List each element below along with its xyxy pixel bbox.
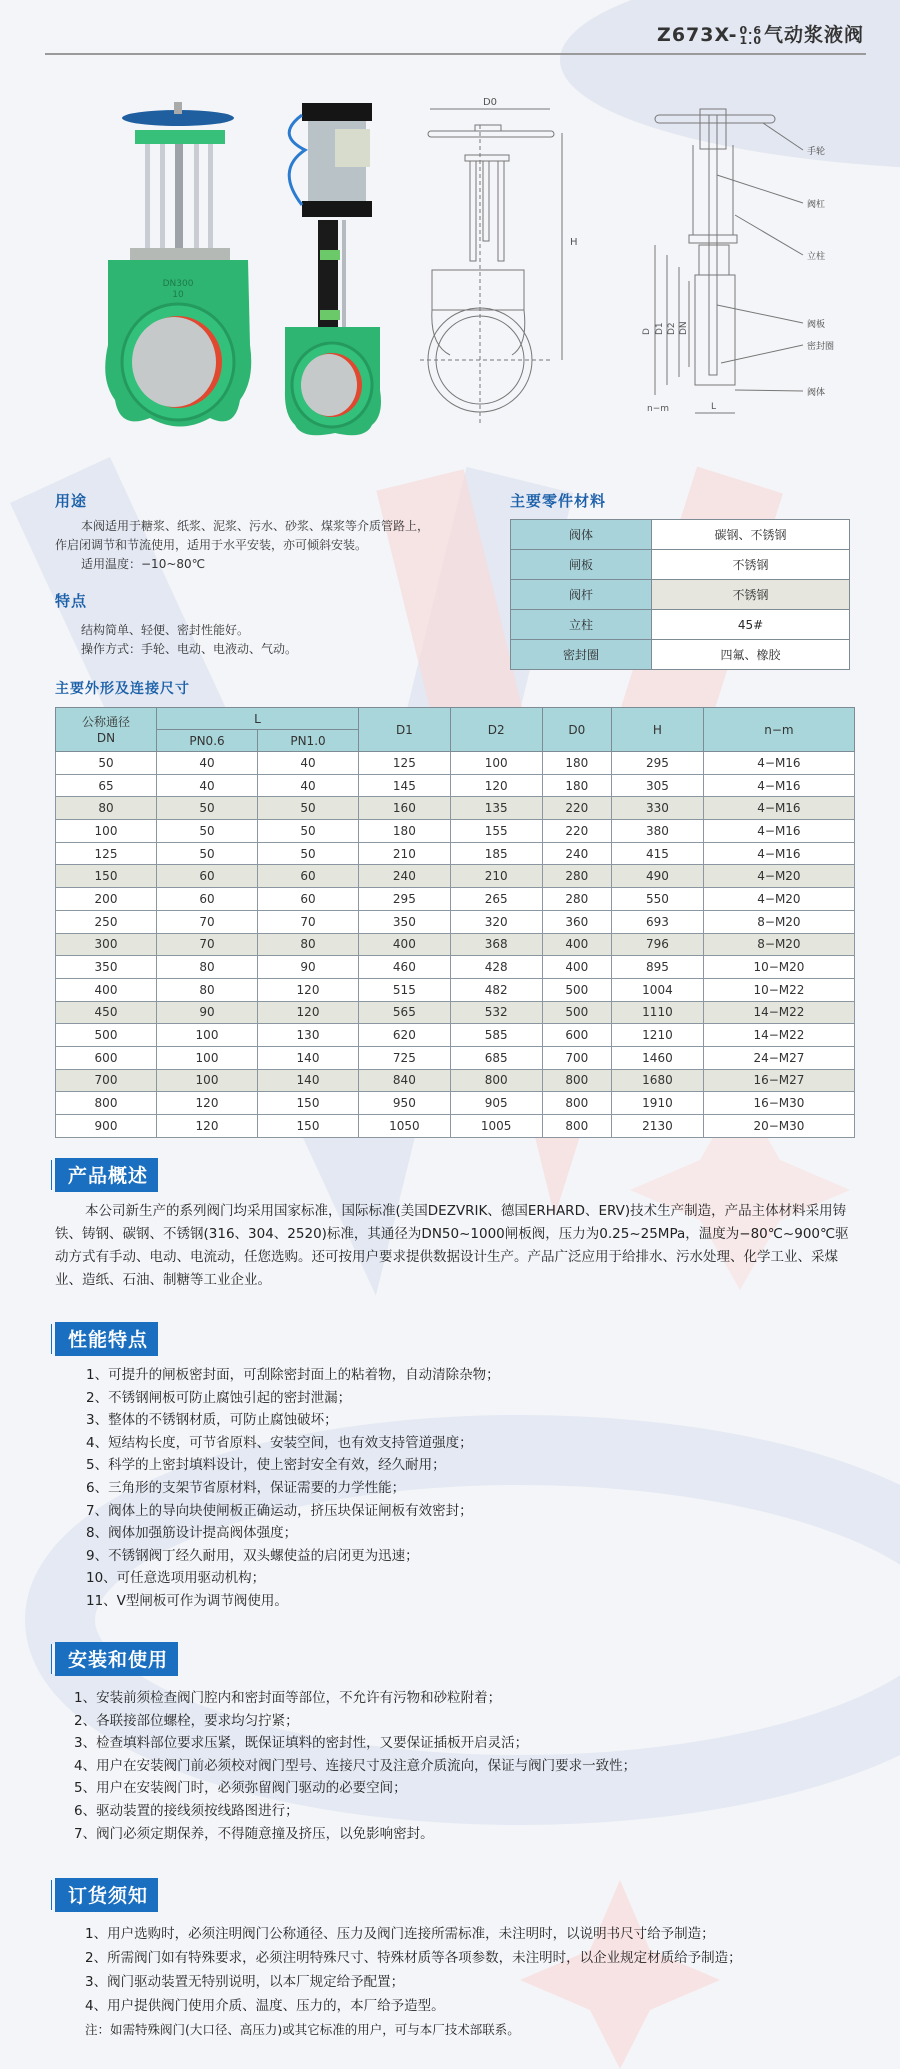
cell-d2: 320 [450,910,542,933]
part-label-stem: 阀杠 [807,200,826,210]
table-row [56,1024,855,1047]
cell-dn: 80 [56,797,157,820]
list-item: 3、整体的不锈钢材质，可防止腐蚀破坏； [86,1412,338,1429]
cell-l-pn06: 40 [157,752,258,775]
label-l: L [711,402,717,412]
cell-d0: 180 [542,752,612,775]
col-header-l: L [157,708,359,730]
cell-d0: 360 [542,910,612,933]
cell-d0: 220 [542,797,612,820]
cell-d1: 240 [359,865,451,888]
cell-d1: 350 [359,910,451,933]
cell-n-m: 4−M16 [703,752,854,775]
cell-d1: 515 [359,978,451,1001]
cell-d2: 155 [450,820,542,843]
cell-d2: 120 [450,774,542,797]
cell-n-m: 4−M16 [703,774,854,797]
cell-d0: 240 [542,842,612,865]
page-title [657,20,864,47]
cell-dn: 300 [56,933,157,956]
features-short-text-2: 操作方式：手轮、电动、电液动、气动。 [81,642,298,656]
list-item: 6、驱动装置的接线须按线路图进行； [74,1802,299,1819]
cell-d0: 280 [542,888,612,911]
cell-d2: 100 [450,752,542,775]
cell-dn: 100 [56,820,157,843]
cell-d0: 180 [542,774,612,797]
cell-d2: 185 [450,842,542,865]
overview-section [55,1200,855,1292]
list-item: 2、各联接部位螺栓，要求均匀拧紧； [74,1712,299,1729]
cell-l-pn06: 120 [157,1115,258,1138]
usage-text-1: 本阀适用于糖浆、纸浆、泥浆、污水、砂浆、煤浆等介质管路上， [81,519,430,533]
cell-d1: 725 [359,1046,451,1069]
cell-l-pn10: 40 [258,752,359,775]
col-header-h: H [612,708,704,752]
photo-marking-dn: DN300 [162,279,194,289]
features-short-title: 特点 [55,592,88,610]
usage-title: 用途 [55,492,88,510]
cell-h: 1460 [612,1046,704,1069]
cell-d2: 482 [450,978,542,1001]
cell-l-pn06: 60 [157,865,258,888]
cell-h: 1110 [612,1001,704,1024]
cell-d0: 800 [542,1069,612,1092]
cell-l-pn10: 60 [258,888,359,911]
list-item: 5、科学的上密封填料设计，使上密封安全有效，经久耐用； [86,1457,446,1474]
cell-l-pn06: 100 [157,1024,258,1047]
cell-dn: 600 [56,1046,157,1069]
cell-d2: 428 [450,956,542,979]
dimensions-section [55,678,855,1138]
cell-h: 305 [612,774,704,797]
cell-l-pn06: 70 [157,910,258,933]
cell-l-pn06: 50 [157,820,258,843]
table-row [56,1092,855,1115]
title-name: 气动浆液阀 [763,24,864,46]
cell-dn: 700 [56,1069,157,1092]
cell-d2: 265 [450,888,542,911]
title-pressure-fraction [739,23,762,47]
overview-heading: 产品概述 [55,1158,158,1192]
cell-dn: 200 [56,888,157,911]
cell-h: 2130 [612,1115,704,1138]
table-row [56,865,855,888]
cell-l-pn10: 50 [258,842,359,865]
list-item: 11、V型闸板可作为调节阀使用。 [86,1592,288,1609]
table-row [56,820,855,843]
cell-dn: 350 [56,956,157,979]
list-item: 5、用户在安装阀门时，必须弥留阀门驱动的必要空间； [74,1780,407,1797]
cell-l-pn06: 60 [157,888,258,911]
cell-d0: 280 [542,865,612,888]
cell-n-m: 14−M22 [703,1001,854,1024]
cell-d2: 135 [450,797,542,820]
part-label-handwheel: 手轮 [807,147,826,157]
installation-list [74,1687,854,1845]
label-d2: D2 [667,322,677,335]
cell-n-m: 24−M27 [703,1046,854,1069]
cell-h: 415 [612,842,704,865]
cell-h: 693 [612,910,704,933]
materials-row [511,610,850,640]
table-row [56,1046,855,1069]
cell-n-m: 10−M20 [703,956,854,979]
cell-h: 295 [612,752,704,775]
usage-text-2: 作启闭调节和节流使用，适用于水平安装，亦可倾斜安装。 [55,538,368,552]
col-header-n-m: n−m [703,708,854,752]
materials-table [510,519,850,670]
cell-n-m: 16−M30 [703,1092,854,1115]
material-value: 不锈钢 [652,550,850,580]
cell-d1: 620 [359,1024,451,1047]
label-d: D [642,328,652,335]
cell-h: 1004 [612,978,704,1001]
cell-d0: 700 [542,1046,612,1069]
list-item: 7、阀门必须定期保养，不得随意撞及挤压，以免影响密封。 [74,1825,434,1842]
cell-d2: 210 [450,865,542,888]
cell-d1: 145 [359,774,451,797]
material-part: 密封圈 [511,640,652,670]
cell-dn: 450 [56,1001,157,1024]
table-row [56,1115,855,1138]
cell-l-pn06: 100 [157,1046,258,1069]
list-item: 4、短结构长度，可节省原料、安装空间，也有效支持管道强度； [86,1434,473,1451]
label-d0: D0 [482,97,498,108]
title-model: Z673X- [657,24,738,46]
cell-h: 550 [612,888,704,911]
table-row [56,1069,855,1092]
cell-l-pn10: 150 [258,1115,359,1138]
material-value: 不锈钢 [652,580,850,610]
ordering-heading: 订货须知 [55,1878,158,1912]
cell-l-pn06: 80 [157,956,258,979]
material-part: 立柱 [511,610,652,640]
dimensions-title: 主要外形及连接尺寸 [55,681,190,697]
cell-dn: 400 [56,978,157,1001]
cell-l-pn10: 120 [258,978,359,1001]
cell-l-pn10: 40 [258,774,359,797]
cell-d1: 180 [359,820,451,843]
cell-dn: 150 [56,865,157,888]
cell-n-m: 8−M20 [703,910,854,933]
material-value: 碳钢、不锈钢 [652,520,850,550]
cell-d1: 160 [359,797,451,820]
table-row [56,842,855,865]
usage-temperature: 适用温度：−10~80℃ [81,557,206,571]
table-row [56,933,855,956]
cell-d2: 1005 [450,1115,542,1138]
list-item: 1、安装前须检查阀门腔内和密封面等部位，不允许有污物和砂粒附着； [74,1690,502,1706]
pneumatic-valve-photo [280,95,390,440]
cell-d1: 950 [359,1092,451,1115]
cell-l-pn10: 140 [258,1046,359,1069]
cell-l-pn06: 90 [157,1001,258,1024]
material-value: 四氟、橡胶 [652,640,850,670]
ordering-item-3: 3、阀门驱动装置无特别说明，以本厂规定给予配置； [85,1974,405,1990]
cell-d2: 685 [450,1046,542,1069]
cell-h: 1680 [612,1069,704,1092]
col-header-d2: D2 [450,708,542,752]
cell-d2: 532 [450,1001,542,1024]
cell-d0: 400 [542,933,612,956]
cell-l-pn06: 50 [157,842,258,865]
cell-dn: 50 [56,752,157,775]
cell-d1: 125 [359,752,451,775]
part-label-gate: 阀板 [807,320,826,330]
photo-marking-pn: 10 [172,290,184,300]
cell-n-m: 16−M27 [703,1069,854,1092]
materials-row [511,550,850,580]
cell-n-m: 8−M20 [703,933,854,956]
cell-l-pn10: 60 [258,865,359,888]
cell-d0: 400 [542,956,612,979]
cell-l-pn10: 50 [258,797,359,820]
cell-dn: 65 [56,774,157,797]
ordering-item-1: 1、用户选购时，必须注明阀门公称通径、压力及阀门连接所需标准，未注明时，以说明书尺寸给予制造； [85,1926,715,1942]
cell-d0: 500 [542,978,612,1001]
cell-l-pn10: 150 [258,1092,359,1115]
cell-n-m: 4−M16 [703,842,854,865]
overview-text: 本公司新生产的系列阀门均采用国家标准，国际标准(美国DEZVRIK、德国ERHARD、ERV)技术生产制造，产品主体材料采用铸铁、铸钢、碳钢、不锈钢(316、304、2520)标准，其通径为DN50~1000闸板阀，压力为0.25~25MPa，温度为−80℃~900℃驱动方式有手动、电动、电流动，任您选购。还可按用户要求提供数据设计生产。产品广泛应用于给排水、污水处理、化学工业、采煤业、造纸、石油、制糖等工业企业。 [55,1203,849,1288]
dimensions-table [55,707,855,1138]
cell-d1: 1050 [359,1115,451,1138]
cell-n-m: 4−M20 [703,888,854,911]
cell-h: 796 [612,933,704,956]
cell-dn: 800 [56,1092,157,1115]
table-row [56,797,855,820]
cell-l-pn06: 40 [157,774,258,797]
cell-d0: 500 [542,1001,612,1024]
cell-d1: 460 [359,956,451,979]
label-h: H [570,237,578,248]
ordering-item-4: 4、用户提供阀门使用介质、温度、压力的，本厂给予造型。 [85,1998,445,2014]
cell-l-pn06: 70 [157,933,258,956]
ordering-item-2: 2、所需阀门如有特殊要求，必须注明特殊尺寸、特殊材质等各项参数，未注明时，以企业规定材质给予制造； [85,1950,742,1966]
cell-d1: 210 [359,842,451,865]
cell-dn: 125 [56,842,157,865]
materials-title: 主要零件材料 [510,492,607,510]
front-view-drawing [420,95,590,440]
cell-d2: 585 [450,1024,542,1047]
cell-h: 1910 [612,1092,704,1115]
cell-h: 380 [612,820,704,843]
cell-d1: 840 [359,1069,451,1092]
list-item: 3、检查填料部位要求压紧，既保证填料的密封性，又要保证插板开启灵活； [74,1735,529,1752]
cell-d2: 800 [450,1069,542,1092]
cell-l-pn10: 80 [258,933,359,956]
side-section-drawing [642,95,875,440]
cell-d0: 600 [542,1024,612,1047]
cell-d2: 905 [450,1092,542,1115]
cell-l-pn06: 120 [157,1092,258,1115]
cell-d0: 800 [542,1092,612,1115]
materials-row [511,640,850,670]
cell-n-m: 20−M30 [703,1115,854,1138]
cell-l-pn10: 70 [258,910,359,933]
cell-d2: 368 [450,933,542,956]
cell-h: 1210 [612,1024,704,1047]
cell-h: 330 [612,797,704,820]
list-item: 4、用户在安装阀门前必须校对阀门型号、连接尺寸及注意介质流向，保证与阀门要求一致性； [74,1757,637,1774]
title-pressure-top: 0.6 [739,23,762,37]
list-item: 10、可任意选项用驱动机构； [86,1570,266,1587]
col-header-pn10: PN1.0 [258,730,359,752]
cell-d0: 220 [542,820,612,843]
cell-l-pn10: 130 [258,1024,359,1047]
col-header-d0: D0 [542,708,612,752]
performance-heading: 性能特点 [55,1322,158,1356]
cell-n-m: 4−M20 [703,865,854,888]
material-value: 45# [652,610,850,640]
features-short-text-1: 结构简单、轻便、密封性能好。 [81,623,250,637]
label-d1: D1 [655,322,665,335]
cell-l-pn10: 90 [258,956,359,979]
table-row [56,888,855,911]
manual-valve-photo [90,100,260,435]
cell-l-pn10: 120 [258,1001,359,1024]
ordering-note: 注：如需特殊阀门(大口径、高压力)或其它标准的用户，可与本厂技术部联系。 [85,2022,520,2037]
cell-l-pn10: 140 [258,1069,359,1092]
table-row [56,774,855,797]
cell-l-pn06: 100 [157,1069,258,1092]
ordering-section [55,1922,865,2042]
cell-l-pn06: 80 [157,978,258,1001]
cell-l-pn06: 50 [157,797,258,820]
title-pressure-bottom: 1.0 [739,33,762,47]
label-dn: DN [679,321,689,335]
cell-dn: 900 [56,1115,157,1138]
table-row [56,956,855,979]
cell-h: 895 [612,956,704,979]
cell-d1: 565 [359,1001,451,1024]
materials-section [510,490,850,670]
features-short-section [55,592,485,659]
cell-dn: 250 [56,910,157,933]
product-figures [45,90,875,440]
cell-d0: 800 [542,1115,612,1138]
part-label-seal: 密封圈 [807,342,835,352]
col-header-pn06: PN0.6 [157,730,258,752]
cell-h: 490 [612,865,704,888]
material-part: 阀体 [511,520,652,550]
material-part: 阀杆 [511,580,652,610]
cell-n-m: 10−M22 [703,978,854,1001]
part-label-body: 阀体 [807,388,826,398]
material-part: 闸板 [511,550,652,580]
list-item: 9、不锈钢阀丁经久耐用，双头螺使益的启闭更为迅速； [86,1547,419,1564]
col-header-dn-code: DN [96,730,116,745]
table-row [56,910,855,933]
cell-n-m: 4−M16 [703,820,854,843]
materials-row [511,580,850,610]
usage-section [55,492,485,574]
table-row [56,752,855,775]
col-header-dn-label: 公称通径 [81,714,130,729]
list-item: 2、不锈钢闸板可防止腐蚀引起的密封泄漏； [86,1389,352,1406]
installation-heading: 安装和使用 [55,1642,178,1676]
col-header-dn [56,708,157,752]
cell-l-pn10: 50 [258,820,359,843]
performance-list [86,1364,866,1613]
cell-d1: 295 [359,888,451,911]
list-item: 1、可提升的闸板密封面，可刮除密封面上的粘着物，自动清除杂物； [86,1367,500,1383]
list-item: 7、阀体上的导向块使闸板正确运动，挤压块保证闸板有效密封； [86,1502,473,1519]
cell-d1: 400 [359,933,451,956]
cell-n-m: 4−M16 [703,797,854,820]
table-row [56,978,855,1001]
list-item: 6、三角形的支架节省原材料，保证需要的力学性能； [86,1479,406,1496]
cell-n-m: 14−M22 [703,1024,854,1047]
materials-row [511,520,850,550]
label-n-m: n−m [647,404,670,414]
col-header-d1: D1 [359,708,451,752]
list-item: 8、阀体加强筋设计提高阀体强度； [86,1525,298,1542]
cell-dn: 500 [56,1024,157,1047]
header-divider [45,53,866,55]
table-row [56,1001,855,1024]
part-label-column: 立柱 [807,252,826,262]
